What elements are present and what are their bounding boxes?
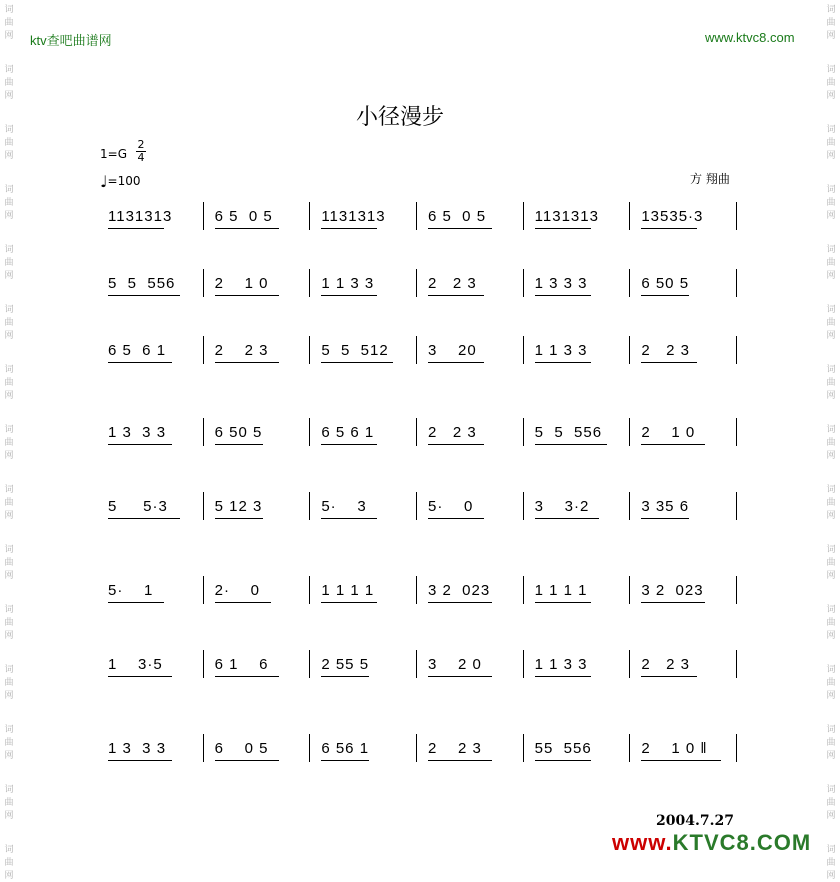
watermark-char: 曲 (4, 558, 14, 568)
bar-line (203, 269, 204, 297)
watermark-char: 曲 (4, 378, 14, 388)
bar-line (203, 650, 204, 678)
measure: 1 3 3 3 (108, 424, 167, 441)
bar-line (629, 492, 630, 520)
watermark-char: 网 (826, 451, 836, 461)
measure: 6 5 6 1 (321, 424, 375, 441)
bar-line (309, 336, 310, 364)
watermark-char: 网 (4, 871, 14, 881)
beam-line (641, 362, 697, 363)
bar-line (523, 202, 524, 230)
measure: 3 20 (428, 342, 477, 359)
beam-line (535, 295, 591, 296)
score-line (100, 424, 760, 464)
quarter-note-icon: ♩ (100, 172, 108, 191)
watermark-char: 词 (4, 5, 14, 15)
beam-line (108, 676, 172, 677)
watermark-char: 网 (826, 31, 836, 41)
watermark-char: 曲 (826, 798, 836, 808)
bar-line (203, 336, 204, 364)
watermark-char: 词 (4, 245, 14, 255)
bar-line (736, 734, 737, 762)
watermark-char: 曲 (4, 198, 14, 208)
bar-line (736, 492, 737, 520)
measure: 6 50 5 (214, 424, 263, 441)
bar-line (523, 492, 524, 520)
beam-line (428, 295, 484, 296)
watermark-char: 网 (4, 151, 14, 161)
watermark-char: 曲 (4, 618, 14, 628)
watermark-char: 网 (4, 751, 14, 761)
watermark-char: 词 (826, 785, 836, 795)
time-signature (136, 139, 146, 164)
publish-date: 2004.7.27 (656, 813, 734, 829)
watermark-char: 词 (4, 545, 14, 555)
watermark-char: 曲 (826, 318, 836, 328)
bar-line (416, 418, 417, 446)
beam-line (321, 362, 393, 363)
watermark-char: 网 (826, 571, 836, 581)
watermark-char: 词 (4, 305, 14, 315)
bar-line (309, 202, 310, 230)
bar-line (523, 336, 524, 364)
watermark-char: 曲 (4, 318, 14, 328)
measure: 1 1 1 1 (534, 582, 588, 599)
bar-line (203, 576, 204, 604)
beam-line (535, 676, 591, 677)
beam-line (215, 518, 263, 519)
measure: 1131313 (108, 208, 173, 225)
watermark-char: 词 (826, 845, 836, 855)
beam-line (321, 228, 377, 229)
watermark-char: 网 (826, 391, 836, 401)
score-line (100, 275, 760, 315)
bar-line (736, 650, 737, 678)
watermark-char: 词 (4, 665, 14, 675)
watermark-char: 曲 (4, 438, 14, 448)
bar-line (416, 492, 417, 520)
watermark-char: 网 (826, 811, 836, 821)
bar-line (309, 650, 310, 678)
song-title: 小径漫步 (355, 105, 444, 130)
watermark-char: 曲 (4, 798, 14, 808)
bar-line (523, 734, 524, 762)
score-line (100, 740, 760, 780)
watermark-char: 网 (826, 271, 836, 281)
watermark-char: 曲 (4, 858, 14, 868)
beam-line (215, 444, 263, 445)
watermark-char: 曲 (826, 558, 836, 568)
beam-line (215, 228, 279, 229)
measure: 5 5·3 (108, 498, 168, 515)
measure: 6 56 1 (321, 740, 370, 757)
key-signature: 1=G (100, 147, 127, 161)
bar-line (416, 650, 417, 678)
beam-line (215, 676, 279, 677)
watermark-char: 曲 (4, 78, 14, 88)
watermark-char: 词 (4, 125, 14, 135)
watermark-char: 词 (826, 185, 836, 195)
measure: 6 5 0 5 (428, 208, 487, 225)
right-watermark-strip (824, 0, 838, 882)
watermark-char: 词 (826, 5, 836, 15)
measure: 2 2 3 (428, 740, 482, 757)
bar-line (523, 576, 524, 604)
watermark-char: 曲 (826, 18, 836, 28)
bar-line (523, 650, 524, 678)
watermark-char: 曲 (4, 258, 14, 268)
beam-line (641, 295, 689, 296)
watermark-char: 曲 (4, 18, 14, 28)
site-name-link[interactable]: ktv查吧曲谱网 (30, 33, 112, 48)
brand-logo[interactable] (612, 830, 811, 856)
bar-line (203, 418, 204, 446)
bar-line (416, 202, 417, 230)
bar-line (309, 492, 310, 520)
watermark-char: 曲 (826, 378, 836, 388)
bar-line (629, 576, 630, 604)
watermark-char: 词 (826, 725, 836, 735)
score-line (100, 342, 760, 382)
measure: 55 556 (534, 740, 592, 757)
measure: 2 1 0 (214, 275, 269, 292)
beam-line (428, 760, 492, 761)
time-signature-top: 2 (137, 138, 145, 151)
beam-line (108, 362, 172, 363)
beam-line (108, 602, 164, 603)
bar-line (736, 576, 737, 604)
watermark-char: 网 (826, 151, 836, 161)
bar-line (416, 269, 417, 297)
watermark-char: 网 (4, 331, 14, 341)
beam-line (641, 602, 705, 603)
bar-line (629, 418, 630, 446)
beam-line (108, 518, 180, 519)
beam-line (321, 295, 377, 296)
bar-line (309, 418, 310, 446)
watermark-char: 曲 (826, 258, 836, 268)
measure: 1 3 3 3 (108, 740, 167, 757)
beam-line (321, 760, 369, 761)
watermark-char: 词 (826, 305, 836, 315)
beam-line (215, 602, 271, 603)
beam-line (321, 518, 377, 519)
watermark-char: 词 (4, 725, 14, 735)
watermark-char: 词 (4, 845, 14, 855)
beam-line (641, 760, 721, 761)
measure: 13535·3 (641, 208, 704, 225)
score-line (100, 582, 760, 622)
measure: 6 0 5 (214, 740, 269, 757)
watermark-char: 词 (4, 65, 14, 75)
watermark-char: 词 (826, 125, 836, 135)
bar-line (416, 734, 417, 762)
bar-line (629, 336, 630, 364)
score-line (100, 208, 760, 248)
watermark-char: 词 (4, 365, 14, 375)
measure: 5 5 512 (321, 342, 389, 359)
measure: 2 1 0 ‖ (641, 740, 708, 757)
watermark-char: 词 (4, 485, 14, 495)
bar-line (629, 650, 630, 678)
measure: 1131313 (321, 208, 386, 225)
watermark-char: 词 (4, 785, 14, 795)
watermark-char: 网 (4, 691, 14, 701)
watermark-char: 曲 (4, 498, 14, 508)
bar-line (523, 269, 524, 297)
watermark-char: 词 (826, 365, 836, 375)
watermark-char: 网 (826, 631, 836, 641)
watermark-char: 网 (4, 631, 14, 641)
beam-line (641, 228, 697, 229)
measure: 2 2 3 (428, 424, 477, 441)
measure: 1 1 3 3 (321, 275, 375, 292)
measure: 1131313 (534, 208, 599, 225)
score-line (100, 656, 760, 696)
bar-line (309, 734, 310, 762)
measure: 2 2 3 (641, 656, 691, 673)
measure: 3 2 023 (428, 582, 491, 599)
bar-line (203, 734, 204, 762)
beam-line (108, 760, 172, 761)
measure: 6 5 0 5 (214, 208, 273, 225)
watermark-char: 网 (4, 271, 14, 281)
bar-line (629, 269, 630, 297)
brand-name: KTVC8.COM (672, 830, 812, 855)
measure: 2 2 3 (428, 275, 477, 292)
measure: 2 2 3 (641, 342, 691, 359)
watermark-char: 网 (826, 871, 836, 881)
watermark-char: 曲 (826, 138, 836, 148)
watermark-char: 网 (826, 511, 836, 521)
beam-line (215, 760, 279, 761)
measure: 5 5 556 (108, 275, 176, 292)
watermark-char: 曲 (4, 138, 14, 148)
measure: 3 2 023 (641, 582, 704, 599)
beam-line (535, 228, 591, 229)
bar-line (629, 734, 630, 762)
bar-line (736, 202, 737, 230)
watermark-char: 词 (4, 185, 14, 195)
bar-line (523, 418, 524, 446)
watermark-char: 曲 (826, 738, 836, 748)
measure: 3 35 6 (641, 498, 690, 515)
bar-line (203, 492, 204, 520)
watermark-char: 曲 (826, 438, 836, 448)
watermark-char: 网 (4, 211, 14, 221)
watermark-char: 网 (4, 451, 14, 461)
watermark-char: 网 (4, 811, 14, 821)
watermark-char: 词 (4, 425, 14, 435)
measure: 2· 0 (214, 582, 261, 599)
measure: 5 5 556 (534, 424, 603, 441)
bar-line (203, 202, 204, 230)
tempo-value: =100 (107, 174, 141, 188)
watermark-char: 网 (4, 511, 14, 521)
watermark-char: 词 (826, 545, 836, 555)
watermark-char: 网 (4, 91, 14, 101)
watermark-char: 网 (826, 691, 836, 701)
watermark-char: 网 (826, 751, 836, 761)
measure: 3 2 0 (428, 656, 482, 673)
site-url-link[interactable]: www.ktvc8.com (705, 30, 795, 45)
watermark-char: 网 (826, 91, 836, 101)
bar-line (309, 269, 310, 297)
beam-line (535, 362, 591, 363)
bar-line (416, 336, 417, 364)
watermark-char: 曲 (826, 78, 836, 88)
bar-line (629, 202, 630, 230)
beam-line (321, 444, 377, 445)
bar-line (309, 576, 310, 604)
watermark-char: 曲 (826, 498, 836, 508)
watermark-char: 网 (4, 391, 14, 401)
beam-line (428, 676, 492, 677)
beam-line (641, 676, 697, 677)
beam-line (108, 444, 172, 445)
beam-line (215, 362, 279, 363)
beam-line (535, 602, 591, 603)
watermark-char: 曲 (826, 858, 836, 868)
watermark-char: 网 (826, 331, 836, 341)
beam-line (535, 444, 607, 445)
beam-line (641, 518, 689, 519)
brand-prefix: www. (612, 830, 673, 855)
measure: 6 5 6 1 (108, 342, 167, 359)
watermark-char: 网 (4, 31, 14, 41)
beam-line (428, 228, 492, 229)
watermark-char: 词 (826, 665, 836, 675)
beam-line (108, 295, 180, 296)
tempo-marking (100, 172, 141, 191)
measure: 5 12 3 (214, 498, 263, 515)
watermark-char: 网 (4, 571, 14, 581)
watermark-char: 词 (826, 425, 836, 435)
watermark-char: 曲 (826, 198, 836, 208)
beam-line (108, 228, 164, 229)
beam-line (321, 602, 377, 603)
measure: 5· 1 (108, 582, 154, 599)
composer-credit: 方 翔曲 (690, 172, 730, 186)
watermark-char: 曲 (4, 678, 14, 688)
measure: 3 3·2 (534, 498, 590, 515)
beam-line (321, 676, 369, 677)
watermark-char: 词 (826, 245, 836, 255)
measure: 2 1 0 (641, 424, 696, 441)
bar-line (736, 336, 737, 364)
watermark-char: 词 (826, 485, 836, 495)
measure: 2 55 5 (321, 656, 370, 673)
measure: 5· 0 (428, 498, 474, 515)
watermark-char: 词 (4, 605, 14, 615)
watermark-char: 曲 (826, 678, 836, 688)
beam-line (535, 518, 599, 519)
left-watermark-strip (2, 0, 16, 882)
measure: 1 1 3 3 (534, 342, 588, 359)
bar-line (416, 576, 417, 604)
beam-line (641, 444, 705, 445)
measure: 1 1 1 1 (321, 582, 375, 599)
watermark-char: 曲 (4, 738, 14, 748)
beam-line (428, 602, 492, 603)
beam-line (428, 444, 484, 445)
beam-line (428, 518, 484, 519)
measure: 6 1 6 (214, 656, 269, 673)
watermark-char: 词 (826, 605, 836, 615)
measure: 6 50 5 (641, 275, 690, 292)
beam-line (215, 295, 279, 296)
watermark-char: 网 (826, 211, 836, 221)
measure: 1 3 3 3 (534, 275, 588, 292)
measure: 1 3·5 (108, 656, 163, 673)
measure: 2 2 3 (214, 342, 269, 359)
watermark-char: 词 (826, 65, 836, 75)
bar-line (736, 269, 737, 297)
watermark-char: 曲 (826, 618, 836, 628)
beam-line (428, 362, 484, 363)
bar-line (736, 418, 737, 446)
time-signature-bottom: 4 (137, 151, 145, 164)
score-line (100, 498, 760, 538)
measure: 1 1 3 3 (534, 656, 588, 673)
beam-line (535, 760, 591, 761)
measure: 5· 3 (321, 498, 367, 515)
